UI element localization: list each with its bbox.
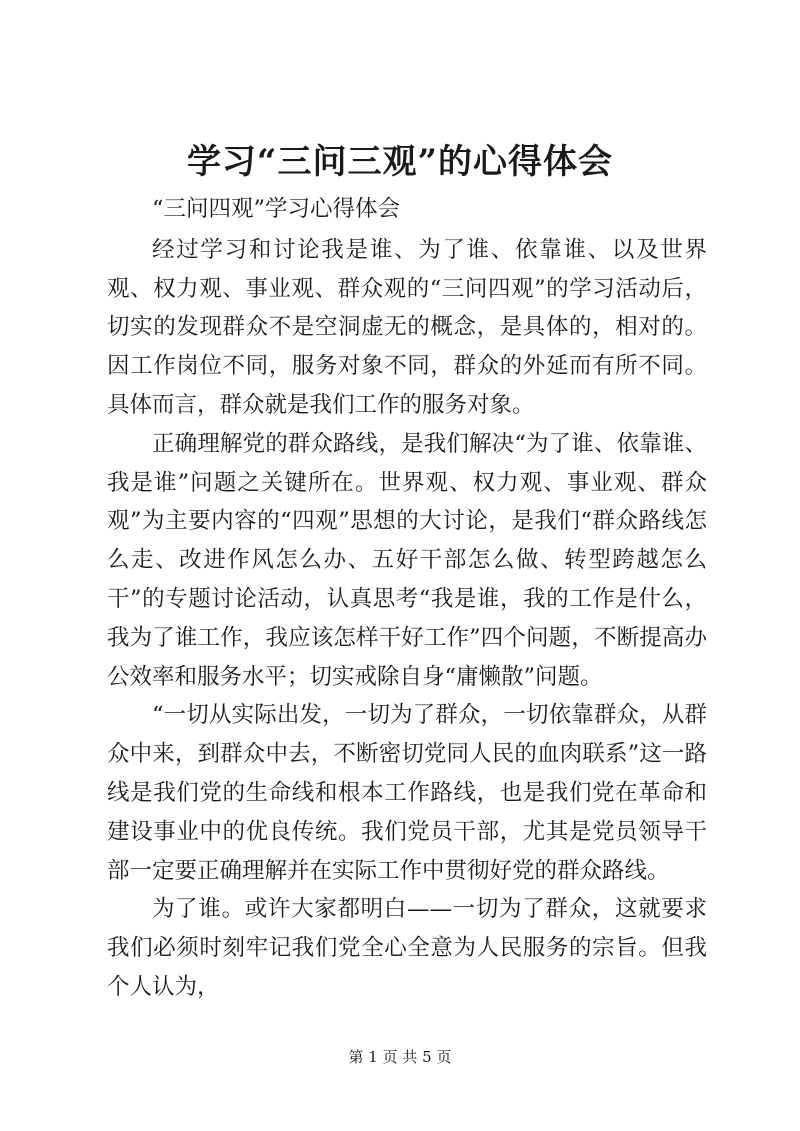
page-number-footer: 第 1 页 共 5 页 [348, 1048, 452, 1066]
paragraph-2: 正确理解党的群众路线，是我们解决“为了谁、依靠谁、我是谁”问题之关键所在。世界观、权力观、事业观、群众观”为主要内容的“四观”思想的大讨论，是我们“群众路线怎么走、改进作风怎么办、五好干部怎么做、转型跨越怎么干”的专题讨论活动，认真思考“我是谁，我的工作是什么，我为了谁工作，我应该怎样干好工作”四个问题，不断提高办公效率和服务水平；切实戒除自身“庸懒散”问题。 [107, 430, 707, 690]
paragraph-1: 经过学习和讨论我是谁、为了谁、依靠谁、以及世界观、权力观、事业观、群众观的“三问四观”的学习活动后，切实的发现群众不是空洞虚无的概念，是具体的，相对的。因工作岗位不同，服务对象不同，群众的外延而有所不同。具体而言，群众就是我们工作的服务对象。 [107, 236, 707, 418]
document-title: 学习“三问三观”的心得体会 [186, 142, 614, 182]
document-body [107, 190, 707, 1007]
document-subtitle: “三问四观”学习心得体会 [152, 196, 401, 222]
paragraph-4: 为了谁。或许大家都明白——一切为了群众，这就要求我们必须时刻牢记我们党全心全意为人民服务的宗旨。但我个人认为， [107, 896, 707, 1000]
paragraph-3: “一切从实际出发，一切为了群众，一切依靠群众，从群众中来，到群众中去，不断密切党同人民的血肉联系”这一路线是我们党的生命线和根本工作路线，也是我们党在革命和建设事业中的优良传统。我们党员干部，尤其是党员领导干部一定要正确理解并在实际工作中贯彻好党的群众路线。 [107, 702, 707, 884]
